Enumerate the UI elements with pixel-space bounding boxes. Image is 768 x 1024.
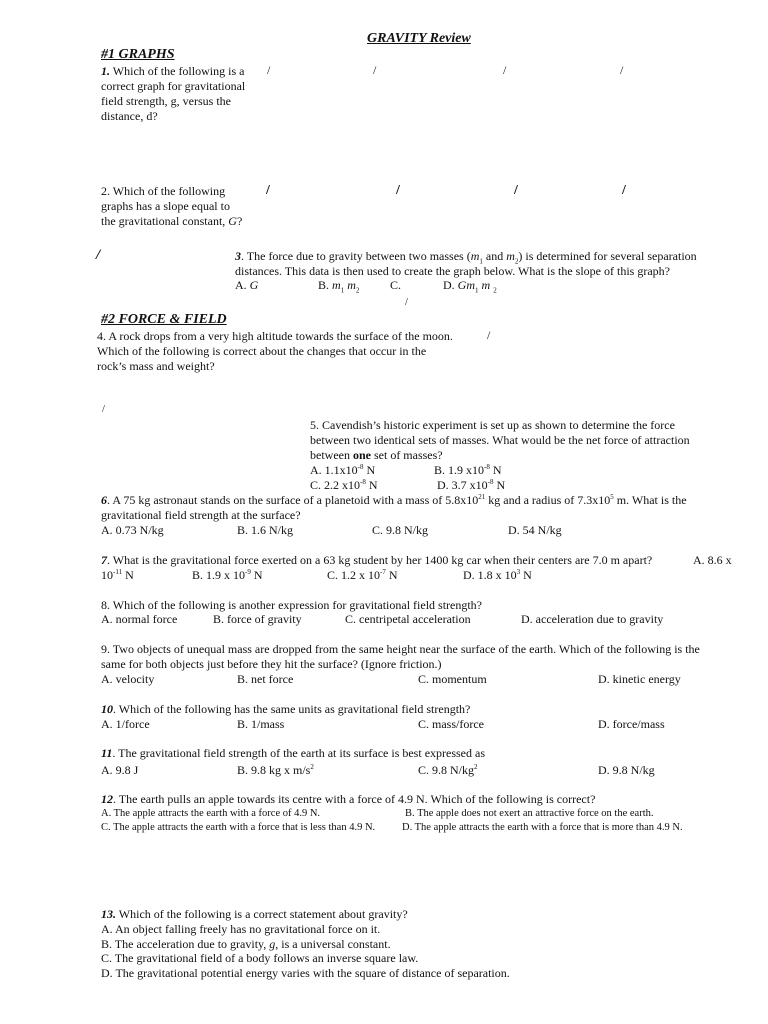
option-d: D. 3.7 $x10^{-8}$ N — [437, 478, 506, 492]
question-text: ? — [236, 214, 243, 228]
question-10: 10. Which of the following has the same units as gravitational field strength? — [101, 702, 471, 716]
question-text: rock’s mass and weight? — [97, 359, 215, 373]
option-b: B. net force — [237, 672, 294, 686]
question-text: 9. Two objects of unequal mass are dropped from the same height near the surface of the earth. Which of the following is the — [101, 642, 700, 656]
question-8: 8. Which of the following is another expression for gravitational field strength? — [101, 598, 483, 612]
question-9 — [101, 642, 700, 672]
option-a: A. 8.6 x — [693, 553, 732, 567]
option-c: C. — [390, 278, 402, 292]
option-c: C. 1.2 x $10^{-7}$ N — [327, 568, 398, 582]
question-3 — [235, 249, 697, 279]
variable: G — [228, 214, 237, 228]
option-d: D. 9.8 N/kg — [598, 763, 655, 777]
subscript: 2 — [514, 257, 519, 266]
option-a: A. G — [235, 278, 259, 292]
option-c: C. 2.2 $x10^{-8}$ N — [310, 478, 378, 492]
option-c: C. centripetal acceleration — [345, 612, 471, 626]
option-a: A. 9.8 J — [101, 763, 139, 777]
option-d: D. 54 N/kg — [508, 523, 562, 537]
variable: m — [506, 249, 515, 263]
question-number: 3 — [235, 249, 241, 263]
option-c: C. The apple attracts the earth with a force that is less than 4.9 N. — [101, 822, 376, 833]
option-b: B. force of gravity — [213, 612, 302, 626]
question-1 — [101, 64, 259, 124]
question-5: 5. Cavendish’s historic experiment is set up as shown to determine the force between two identical sets of masses. What would be the net force of attraction between one set of masses? — [310, 418, 690, 462]
question-text: Which of the following is correct about the changes that occur in the — [97, 344, 427, 358]
question-11: 11. The gravitational field strength of the earth at its surface is best expressed as — [101, 746, 485, 760]
variable: m — [470, 249, 480, 263]
question-text: distances. This data is then used to create the graph below. What is the slope of this graph? — [235, 264, 670, 278]
question-text: same for both objects just before they hit the surface? (Ignore friction.) — [101, 657, 442, 671]
option-a: A. The apple attracts the earth with a force of 4.9 N. — [101, 808, 321, 819]
graph-placeholder: / — [396, 183, 400, 198]
option-b: B. 1/mass — [237, 717, 285, 731]
question-4 — [97, 329, 453, 374]
question-number: 1. — [101, 64, 110, 78]
option-c: C. The gravitational field of a body follows an inverse square law. — [101, 951, 419, 965]
question-number: 2. — [101, 184, 110, 198]
graph-placeholder: / — [487, 328, 491, 342]
option-b: B. 1.9 $x10^{-8}$ N — [434, 463, 502, 477]
option-a: A. An object falling freely has no gravitational force on it. — [101, 922, 381, 936]
option-b: B. The apple does not exert an attractive force on the earth. — [405, 808, 654, 819]
question-text: 4. A rock drops from a very high altitude towards the surface of the moon. — [97, 329, 453, 343]
subscript: 1 — [479, 257, 483, 266]
question-text: gravitational field strength at the surface? — [101, 508, 301, 522]
section-heading-force-field: #2 FORCE & FIELD — [101, 312, 227, 327]
graph-placeholder: / — [514, 183, 518, 198]
option-b: B. 9.8 kg x $m/s^2$ — [237, 763, 314, 777]
option-a: A. 0.73 N/kg — [101, 523, 164, 537]
option-c: C. 9.8 $N/kg^2$ — [418, 763, 478, 777]
option-c: C. momentum — [418, 672, 487, 686]
option-d: D. The apple attracts the earth with a force that is more than 4.9 N. — [402, 822, 683, 833]
option-d: D. 1.8 x $10^3$ N — [463, 568, 532, 582]
option-b: B. 1.9 x $10^{-9}$ N — [192, 568, 263, 582]
option-d: D. $Gm_1$ m $_2$ — [443, 278, 497, 295]
diagram-placeholder: / — [102, 404, 105, 415]
question-text: 5. Cavendish’s historic experiment is set up as shown to determine the force — [310, 418, 675, 432]
option-c: C. mass/force — [418, 717, 484, 731]
option-d: D. The gravitational potential energy varies with the square of distance of separation. — [101, 966, 510, 980]
question-12: 12. The earth pulls an apple towards its centre with a force of 4.9 N. Which of the following is correct? — [101, 792, 596, 806]
question-text: ) is determined for several separation — [518, 249, 697, 263]
graph-placeholder: / — [620, 63, 624, 77]
page-title: GRAVITY Review — [367, 31, 471, 46]
question-text: graphs has a slope equal to — [101, 199, 230, 213]
option-d: D. acceleration due to gravity — [521, 612, 664, 626]
option-b: B. 1.6 N/kg — [237, 523, 294, 537]
option-c: C. 9.8 N/kg — [372, 523, 429, 537]
question-text: between two identical sets of masses. What would be the net force of attraction — [310, 433, 690, 447]
graph-placeholder: / — [503, 63, 507, 77]
question-text: . The force due to gravity between two masses ( — [241, 249, 471, 263]
graph-placeholder: / — [266, 183, 270, 198]
option-a: A. 1/force — [101, 717, 150, 731]
option-a: A. normal force — [101, 612, 178, 626]
option-b: B. The acceleration due to gravity, g, is a universal constant. — [101, 937, 391, 951]
question-text: Which of the following — [112, 184, 226, 198]
section-heading-graphs: #1 GRAPHS — [101, 47, 175, 62]
option-b: B. $m_1$ $m_2$ — [318, 278, 360, 295]
question-7: 7. What is the gravitational force exerted on a 63 kg student by her 1400 kg car when their centers are 7.0 m apart? — [101, 553, 653, 567]
question-text: Which of the following is a correct graph for gravitational field strength, g, versus the distance, d? — [101, 64, 246, 123]
question-6: 6. A 75 kg astronaut stands on the surface of a planetoid with a mass of $5.8x10^{21}$ kg and a radius of $7.3x10^5$ m. What is the gravitational field strength at the surface? — [101, 493, 687, 522]
graph-placeholder: / — [96, 247, 101, 263]
graph-placeholder: / — [267, 63, 271, 77]
graph-placeholder: / — [405, 297, 408, 308]
question-2 — [101, 184, 242, 229]
option-d: D. force/mass — [598, 717, 665, 731]
option-a: A. velocity — [101, 672, 155, 686]
question-text: and — [482, 249, 507, 263]
graph-placeholder: / — [373, 63, 377, 77]
option-a: A. $1.1x10^{-8}$ N — [310, 463, 376, 477]
question-13: 13. Which of the following is a correct statement about gravity? — [101, 907, 408, 921]
question-text: the gravitational constant, — [101, 214, 226, 228]
option-a-cont: $10^{-11}$ N — [101, 568, 134, 582]
option-d: D. kinetic energy — [598, 672, 681, 686]
graph-placeholder: / — [622, 183, 626, 198]
